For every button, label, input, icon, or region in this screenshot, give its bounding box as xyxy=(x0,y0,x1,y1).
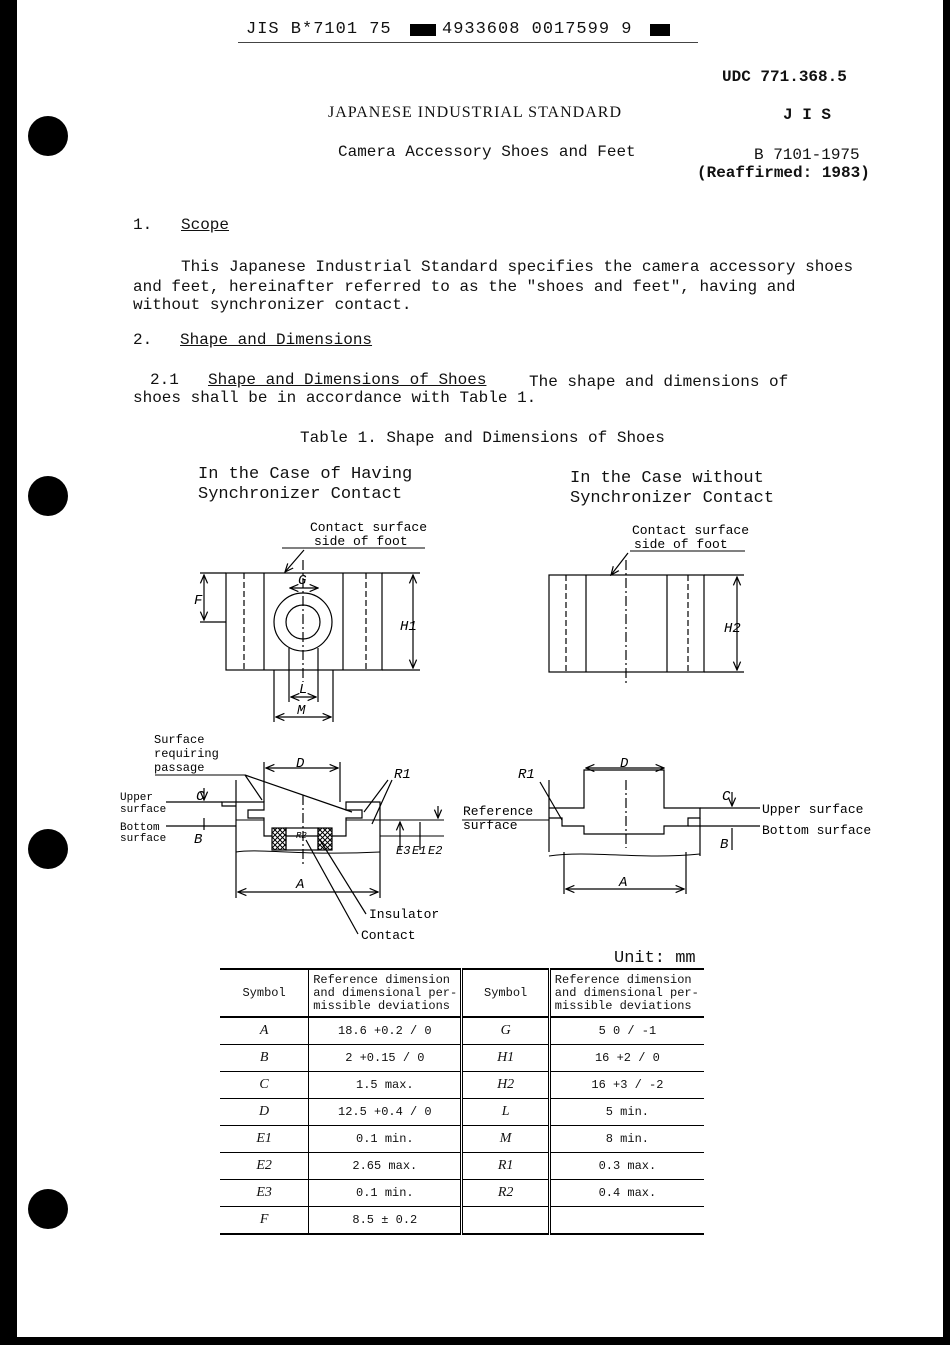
label-contact-surface: side of foot xyxy=(314,534,408,549)
cell-symbol: D xyxy=(220,1099,309,1126)
scan-left-edge xyxy=(0,0,17,1345)
dim-g: G xyxy=(298,573,307,589)
label-bottom-surface: Bottom xyxy=(120,822,160,834)
paragraph-line: The shape and dimensions of xyxy=(529,373,789,391)
dim-l: L xyxy=(299,682,308,698)
cell-value: 2 +0.15 / 0 xyxy=(309,1045,462,1072)
dim-d: D xyxy=(296,756,305,772)
cell-symbol: G xyxy=(462,1017,549,1045)
cell-value: 5 min. xyxy=(549,1099,704,1126)
dim-r1: R1 xyxy=(518,767,535,783)
cell-value: 0.4 max. xyxy=(549,1180,704,1207)
unit-label: Unit: mm xyxy=(614,949,696,968)
cell-symbol: B xyxy=(220,1045,309,1072)
header-reference-line: and dimensional per- xyxy=(313,985,458,1000)
jis-mark: J I S xyxy=(783,106,832,124)
label-surface-passage: Surface xyxy=(154,733,205,747)
binder-hole xyxy=(28,829,68,869)
catalog-stamp xyxy=(238,14,698,43)
header-reference-line: Reference dimension xyxy=(554,972,692,987)
label-insulator: Insulator xyxy=(369,907,440,922)
cell-symbol: H1 xyxy=(462,1045,549,1072)
cell-symbol: E3 xyxy=(220,1180,309,1207)
dim-a: A xyxy=(296,877,305,893)
reaffirmed-year: (Reaffirmed: 1983) xyxy=(697,164,870,182)
cell-value: 1.5 max. xyxy=(309,1072,462,1099)
dim-e1: E1 xyxy=(412,844,427,858)
label-contact-surface: Contact surface xyxy=(310,520,428,535)
cell-symbol: C xyxy=(220,1072,309,1099)
document-title: Camera Accessory Shoes and Feet xyxy=(338,143,636,161)
cell-value: 16 +3 / -2 xyxy=(549,1072,704,1099)
cell-value: 16 +2 / 0 xyxy=(549,1045,704,1072)
header-reference xyxy=(549,969,704,1017)
header-reference-line: and dimensional per- xyxy=(554,985,699,1000)
cell-value: 0.1 min. xyxy=(309,1180,462,1207)
cell-symbol: F xyxy=(220,1207,309,1235)
label-bottom-surface: surface xyxy=(120,833,167,845)
subsection-title: Shape and Dimensions of Shoes xyxy=(208,371,487,389)
table-row xyxy=(220,1072,704,1099)
label-reference-surface: Reference xyxy=(463,804,534,819)
cell-symbol: L xyxy=(462,1099,549,1126)
paragraph-line: shoes shall be in accordance with Table 1. xyxy=(133,389,537,407)
table-row xyxy=(220,1099,704,1126)
dimensions-table xyxy=(220,968,704,1235)
paragraph-line: without synchronizer contact. xyxy=(133,296,412,314)
label-upper-surface: surface xyxy=(120,804,167,816)
cell-value: 2.65 max. xyxy=(309,1153,462,1180)
dim-h2: H2 xyxy=(724,621,741,637)
dim-e2: E2 xyxy=(428,844,443,858)
table-row xyxy=(220,1153,704,1180)
cell-value: 18.6 +0.2 / 0 xyxy=(309,1017,462,1045)
cell-value: 12.5 +0.4 / 0 xyxy=(309,1099,462,1126)
dim-c: C xyxy=(196,789,205,805)
binder-hole xyxy=(28,476,68,516)
cell-symbol: R2 xyxy=(462,1180,549,1207)
standard-number: B 7101-1975 xyxy=(754,146,860,164)
dim-d: D xyxy=(620,756,629,772)
header-reference-line: Reference dimension xyxy=(313,972,451,987)
cell-value: 8 min. xyxy=(549,1126,704,1153)
figure-heading-left: In the Case of Having xyxy=(198,465,413,484)
section-title: Shape and Dimensions xyxy=(180,331,373,349)
shoe-drawing xyxy=(100,510,880,950)
cell-symbol xyxy=(462,1207,549,1235)
cell-value xyxy=(549,1207,704,1235)
table-row xyxy=(220,1126,704,1153)
table-row xyxy=(220,1207,704,1235)
udc-number: UDC 771.368.5 xyxy=(722,68,847,86)
header-symbol: Symbol xyxy=(220,969,309,1017)
binder-hole xyxy=(28,1189,68,1229)
stamp-codes: 4933608 0017599 9 xyxy=(442,20,633,39)
label-contact: Contact xyxy=(361,928,416,943)
subsection-number: 2.1 xyxy=(150,371,179,389)
dim-a: A xyxy=(619,875,628,891)
dim-b: B xyxy=(720,837,729,853)
dim-b: B xyxy=(194,832,203,848)
label-reference-surface: surface xyxy=(463,818,518,833)
cell-symbol: A xyxy=(220,1017,309,1045)
dim-r2: R2 xyxy=(296,831,307,841)
section-number: 1. xyxy=(133,216,153,234)
header-reference-line: missible deviations xyxy=(313,998,451,1013)
cell-symbol: M xyxy=(462,1126,549,1153)
scan-bottom-edge xyxy=(0,1337,950,1345)
section-title: Scope xyxy=(181,216,230,234)
standard-name: JAPANESE INDUSTRIAL STANDARD xyxy=(328,104,622,121)
stamp-left: JIS B*7101 75 xyxy=(246,20,392,39)
dim-c: C xyxy=(722,789,731,805)
label-upper-surface: Upper surface xyxy=(762,802,864,817)
label-bottom-surface: Bottom surface xyxy=(762,823,872,838)
scan-right-edge xyxy=(943,0,950,1345)
cell-value: 8.5 ± 0.2 xyxy=(309,1207,462,1235)
stamp-block xyxy=(650,24,670,36)
header-reference-line: missible deviations xyxy=(554,998,692,1013)
header-symbol: Symbol xyxy=(462,969,549,1017)
dim-h1: H1 xyxy=(400,619,417,635)
table-header-row xyxy=(220,969,704,1017)
table-row xyxy=(220,1045,704,1072)
cell-symbol: H2 xyxy=(462,1072,549,1099)
figure-heading-right: In the Case without xyxy=(570,469,764,488)
figure-heading-left: Synchronizer Contact xyxy=(198,485,403,504)
dim-e3: E3 xyxy=(396,844,411,858)
paragraph-line: and feet, hereinafter referred to as the "shoes and feet", having and xyxy=(133,278,796,296)
dim-r1: R1 xyxy=(394,767,411,783)
cell-value: 0.3 max. xyxy=(549,1153,704,1180)
section-number: 2. xyxy=(133,331,153,349)
label-contact-surface: side of foot xyxy=(634,537,728,552)
figure-heading-right: Synchronizer Contact xyxy=(570,489,775,508)
cell-value: 5 0 / -1 xyxy=(549,1017,704,1045)
label-contact-surface: Contact surface xyxy=(632,523,750,538)
binder-hole xyxy=(28,116,68,156)
table-row xyxy=(220,1017,704,1045)
table-caption: Table 1. Shape and Dimensions of Shoes xyxy=(300,429,665,447)
label-surface-passage: requiring xyxy=(154,747,219,761)
label-surface-passage: passage xyxy=(154,761,205,775)
stamp-block xyxy=(410,24,436,36)
dim-f: F xyxy=(194,593,203,609)
header-reference xyxy=(309,969,462,1017)
cell-symbol: E1 xyxy=(220,1126,309,1153)
paragraph-line: This Japanese Industrial Standard specifies the camera accessory shoes xyxy=(181,258,854,276)
dim-m: M xyxy=(297,703,306,719)
cell-symbol: R1 xyxy=(462,1153,549,1180)
cell-value: 0.1 min. xyxy=(309,1126,462,1153)
cell-symbol: E2 xyxy=(220,1153,309,1180)
label-upper-surface: Upper xyxy=(120,792,154,804)
table-row xyxy=(220,1180,704,1207)
